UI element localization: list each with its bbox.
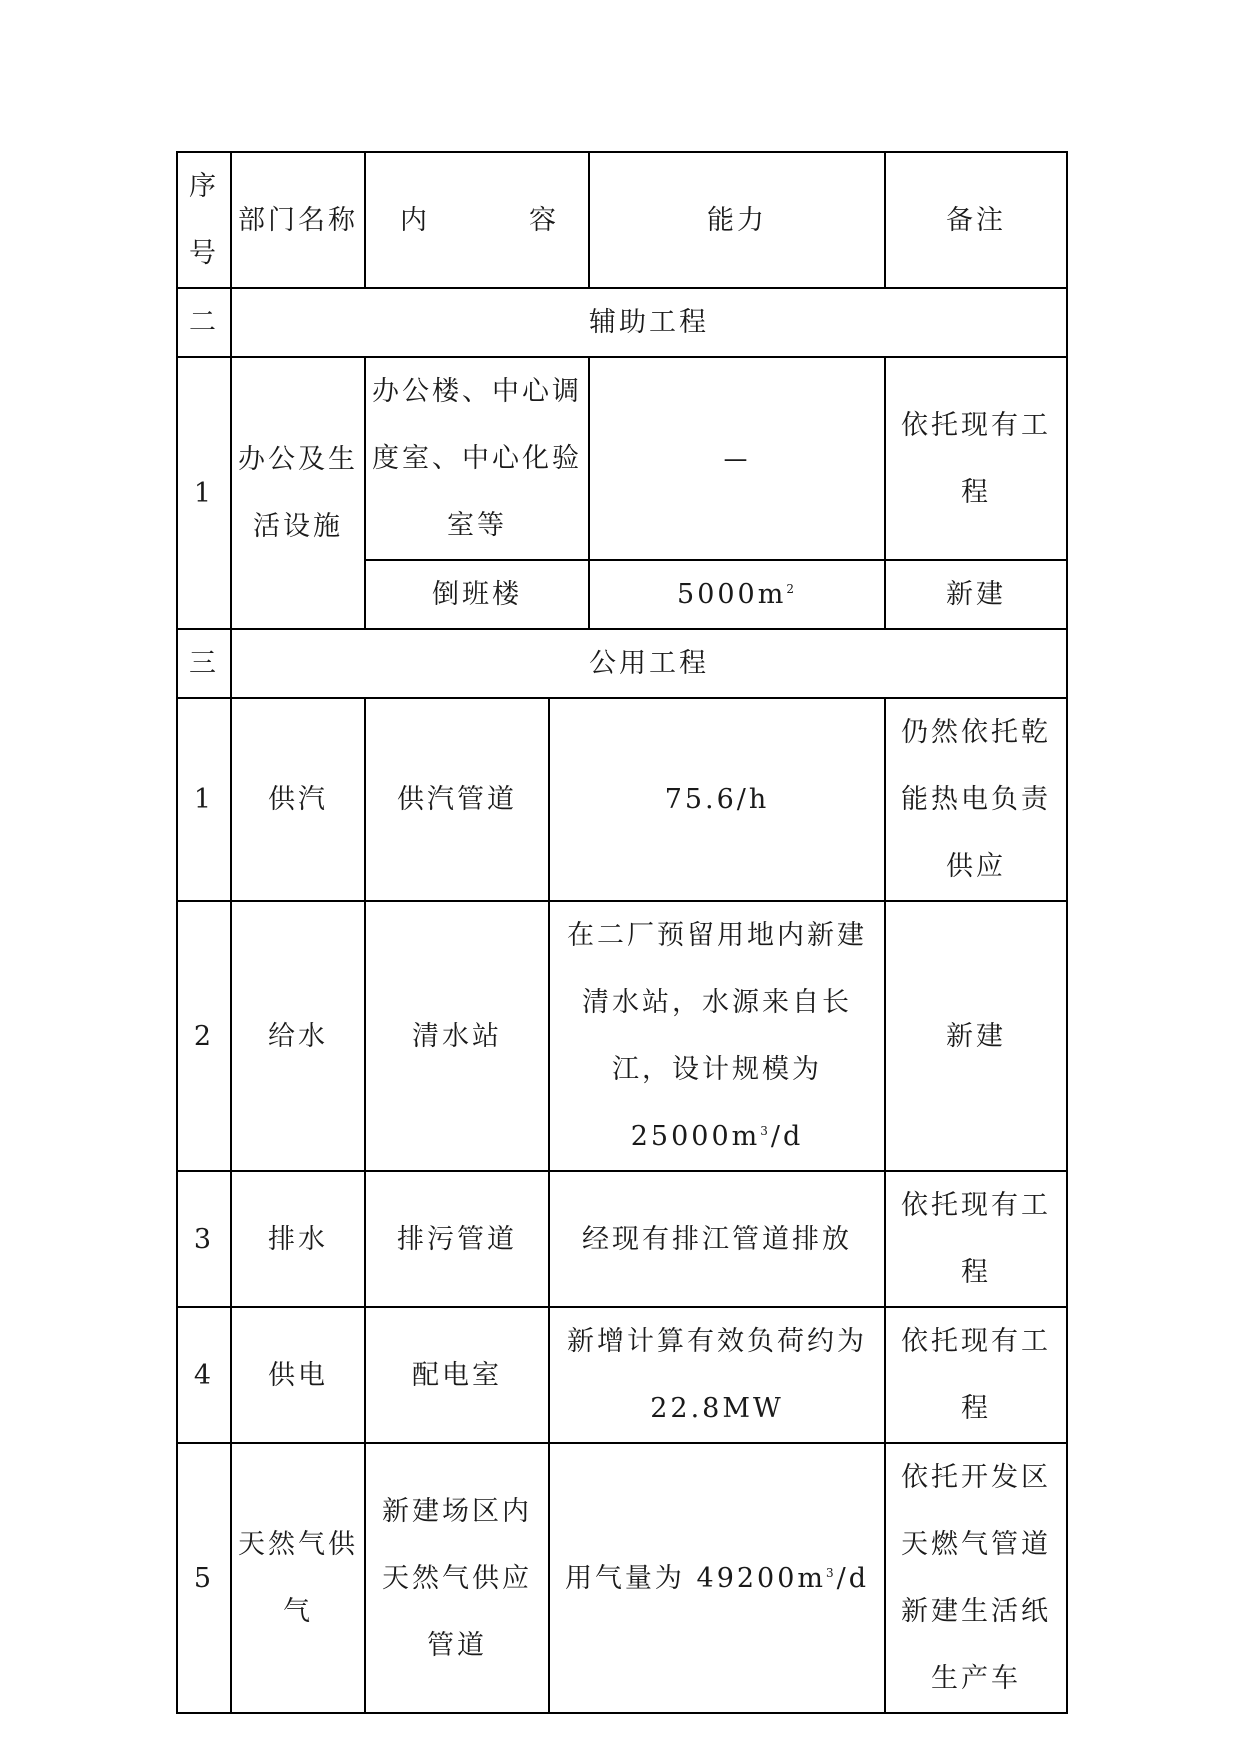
row-content: 清水站: [365, 901, 549, 1171]
row-remark: 依托现有工程: [885, 1171, 1067, 1307]
header-dept: 部门名称: [231, 152, 365, 288]
header-row: [177, 152, 1067, 288]
section-row-utilities: [177, 629, 1067, 698]
row-remark: 依托现有工程: [885, 1307, 1067, 1443]
row-capacity: $5000m^2$: [589, 560, 885, 629]
row-dept: 排水: [231, 1171, 365, 1307]
header-capacity: 能力: [589, 152, 885, 288]
row-dept: 供电: [231, 1307, 365, 1443]
row-seq: 2: [177, 901, 231, 1171]
header-content: [365, 152, 589, 288]
section-row-auxiliary: [177, 288, 1067, 357]
row-seq: 5: [177, 1443, 231, 1713]
row-remark: 新建: [885, 901, 1067, 1171]
row-content: 排污管道: [365, 1171, 549, 1307]
row-dept: 天然气供气: [231, 1443, 365, 1713]
row-dept: 供汽: [231, 698, 365, 901]
header-content-b: 容: [529, 204, 556, 236]
row-content: 配电室: [365, 1307, 549, 1443]
row-capacity: —: [589, 357, 885, 560]
row-capacity: 经现有排江管道排放: [549, 1171, 885, 1307]
row-seq: 1: [177, 357, 231, 629]
section-number: 二: [177, 288, 231, 357]
row-remark: 新建: [885, 560, 1067, 629]
row-remark: 依托现有工程: [885, 357, 1067, 560]
header-content-a: 内: [400, 204, 427, 236]
row-remark: 依托开发区天燃气管道新建生活纸生产车: [885, 1443, 1067, 1713]
header-seq: 序号: [177, 152, 231, 288]
table-row: [177, 901, 1067, 1171]
row-capacity: 用气量为 $49200m^3/d$: [549, 1443, 885, 1713]
table-row: [177, 357, 1067, 560]
row-capacity: 新增计算有效负荷约为 22.8MW: [549, 1307, 885, 1443]
table-row: [177, 698, 1067, 901]
row-dept: 办公及生活设施: [231, 357, 365, 629]
row-dept: 给水: [231, 901, 365, 1171]
table-row: [177, 1443, 1067, 1713]
row-remark: 仍然依托乾能热电负责供应: [885, 698, 1067, 901]
row-capacity: 在二厂预留用地内新建清水站，水源来自长江，设计规模为$25000m^3/d$: [549, 901, 885, 1171]
section-title: 辅助工程: [231, 288, 1067, 357]
row-content: 倒班楼: [365, 560, 589, 629]
row-seq: 3: [177, 1171, 231, 1307]
row-seq: 1: [177, 698, 231, 901]
section-title: 公用工程: [231, 629, 1067, 698]
engineering-table: [176, 151, 1068, 1714]
table-row: [177, 1307, 1067, 1443]
row-content: 供汽管道: [365, 698, 549, 901]
row-content: 新建场区内天然气供应管道: [365, 1443, 549, 1713]
row-content: 办公楼、中心调度室、中心化验室等: [365, 357, 589, 560]
header-remark: 备注: [885, 152, 1067, 288]
row-capacity: 75.6/h: [549, 698, 885, 901]
section-number: 三: [177, 629, 231, 698]
row-seq: 4: [177, 1307, 231, 1443]
table-row: [177, 1171, 1067, 1307]
